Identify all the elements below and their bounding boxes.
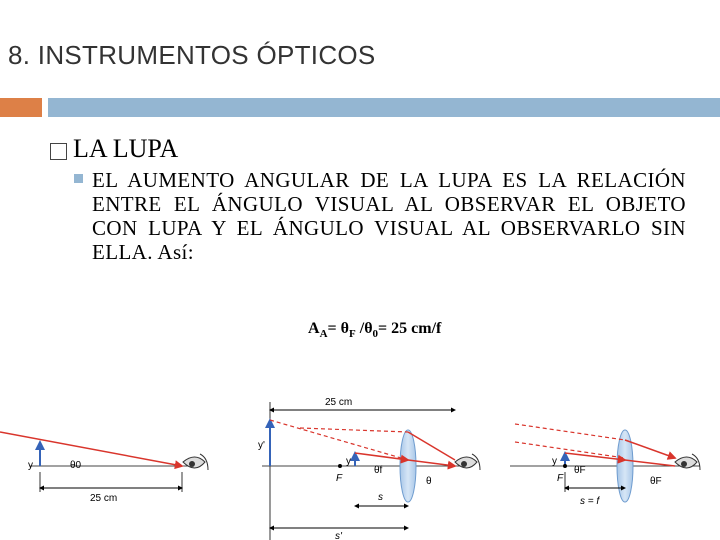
object-label: y (346, 456, 351, 467)
eye-icon (183, 454, 208, 470)
lens-icon (400, 430, 416, 502)
section-heading-text: LA LUPA (73, 134, 179, 163)
angle-label: θ0 (70, 460, 82, 471)
formula (308, 320, 441, 340)
slide-title: 8. INSTRUMENTOS ÓPTICOS (8, 40, 376, 70)
s-label: s (378, 492, 383, 503)
diagram-panel-1 (0, 432, 208, 504)
focus-label: F (557, 473, 564, 484)
theta-label: θ (426, 476, 432, 487)
formula-theta-0: θ (364, 320, 373, 337)
image-label: y' (258, 440, 265, 451)
diagram-panel-2 (258, 397, 480, 540)
formula-slash: / (355, 320, 365, 337)
eye-icon (455, 454, 480, 470)
theta-label: θF (650, 476, 662, 487)
section-heading (50, 134, 178, 164)
formula-eq: = (327, 320, 341, 337)
lens-diagrams (0, 380, 720, 540)
accent-bar-blue (48, 98, 720, 117)
checkbox-bullet-icon (50, 143, 67, 160)
focus-label: F (336, 473, 343, 484)
paragraph-text: EL AUMENTO ANGULAR DE LA LUPA ES LA RELACIÓN ENTRE EL ÁNGULO VISUAL AL OBSERVAR EL OBJETO CON LUPA Y EL ÁNGULO VISUAL AL OBSERVARLO SIN ELLA. Así: (92, 168, 686, 264)
object-label: y (552, 456, 557, 467)
formula-rhs: = 25 cm/f (378, 320, 442, 337)
object-label: y (28, 460, 33, 471)
s-label: s = f (580, 496, 600, 507)
bullet-paragraph (74, 168, 686, 264)
s-prime-label: s' (335, 531, 342, 540)
distance-label: 25 cm (90, 493, 118, 504)
formula-sub-0: 0 (372, 328, 379, 341)
diagram-panel-3 (510, 424, 700, 507)
formula-theta-f: θ (340, 320, 349, 337)
top-distance-label: 25 cm (325, 397, 353, 408)
angle-label: θF (574, 465, 586, 476)
formula-sub-f: F (349, 328, 356, 341)
angle-label: θf (374, 465, 383, 476)
accent-bar-orange (0, 98, 42, 117)
square-bullet-icon (74, 174, 83, 183)
lens-icon (617, 430, 633, 502)
eye-icon (675, 454, 700, 470)
formula-lhs: A (308, 320, 320, 337)
formula-lhs-sub: A (319, 328, 328, 341)
